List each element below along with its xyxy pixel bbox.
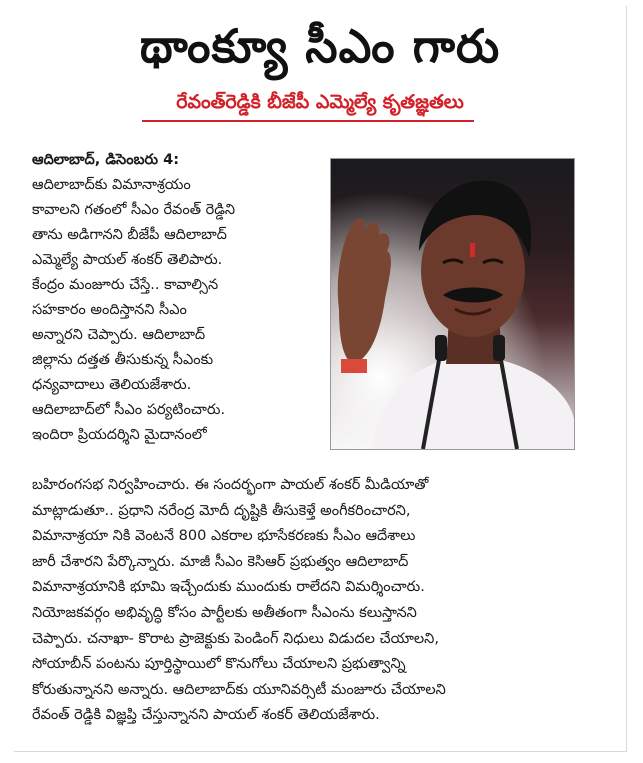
body-line: ధన్యవాదాలు తెలియజేశారు. [32,377,192,393]
body-line: చెప్పారు. చనాఖా- కొరాట ప్రాజెక్టుకు పెండింగ్‌ నిధులు విడుదల చేయాలని, [32,630,439,647]
article-body-narrow [32,148,317,448]
body-line: నియోజకవర్గం అభివృద్ధి కోసం పార్టీలకు అతీతంగా సీఎంను కలుస్తానని [32,604,417,621]
man-speaking-at-microphones-photo [330,158,575,450]
article-body-wide [32,473,612,729]
body-line: విమానాశ్రయా నికి వెంటనే 800 ఎకరాల భూసేకరణకు సీఎం ఆదేశాలు [32,528,416,545]
subheadline: రేవంత్‌రెడ్డికి బీజేపీ ఎమ్మెల్యే కృతజ్ఞతలు [176,91,464,113]
body-line: కావాలని గతంలో సీఎం రేవంత్‌ రెడ్డిని [32,202,236,218]
body-line: రేవంత్‌ రెడ్డికి విజ్ఞప్తి చేస్తున్నానని పాయల్‌ శంకర్‌ తెలియజేశారు. [32,707,380,724]
headline: థాంక్యూ సీఎం గారు [139,19,501,73]
body-line: మాట్లాడుతూ.. ప్రధాని నరేంద్ర మోదీ దృష్టికి తీసుకెళ్తే అంగీకరించారని, [32,502,411,519]
body-line: ఆదిలాబాద్‌కు విమానాశ్రయం [32,177,191,193]
body-line: అన్నారని చెప్పారు. ఆదిలాబాద్‌ [32,327,206,343]
body-line: కేంద్రం మంజూరు చేస్తే.. కావాల్సిన [32,277,219,293]
dateline: ఆదిలాబాద్‌, డిసెంబరు 4: [32,152,180,168]
body-line: తాను అడిగానని బీజేపీ ఆదిలాబాద్‌ [32,227,227,243]
body-line: ఎమ్మెల్యే పాయల్‌ శంకర్‌ తెలిపారు. [32,252,223,268]
body-line: బహిరంగసభ నిర్వహించారు. ఈ సందర్భంగా పాయల్‌ శంకర్‌ మీడియాతో [32,477,429,493]
body-line: విమానాశ్రయానికి భూమి ఇచ్చేందుకు ముందుకు రాలేదని విమర్శించారు. [32,579,425,596]
body-line: ఇందిరా ప్రియదర్శిని మైదానంలో [32,427,207,443]
body-line: సోయాబీన్‌ పంటను పూర్తిస్థాయిలో కొనుగోలు చేయాలని ప్రభుత్వాన్ని [32,656,406,673]
body-line: జారీ చేశారని పేర్కొన్నారు. మాజీ సీఎం కెసిఆర్‌ ప్రభుత్వం ఆదిలాబాద్‌ [32,553,409,570]
newspaper-clipping [14,6,627,752]
body-line: జిల్లాను దత్తత తీసుకున్న సీఎంకు [32,352,214,368]
body-line: సహకారం అందిస్తానని సీఎం [32,302,187,318]
body-line: ఆదిలాబాద్‌లో సీఎం పర్యటించారు. [32,402,226,418]
body-line: కోరుతున్నానని అన్నారు. ఆదిలాబాద్‌కు యూనివర్సిటీ మంజూరు చేయాలని [32,681,446,698]
subheadline-underline [142,120,474,122]
